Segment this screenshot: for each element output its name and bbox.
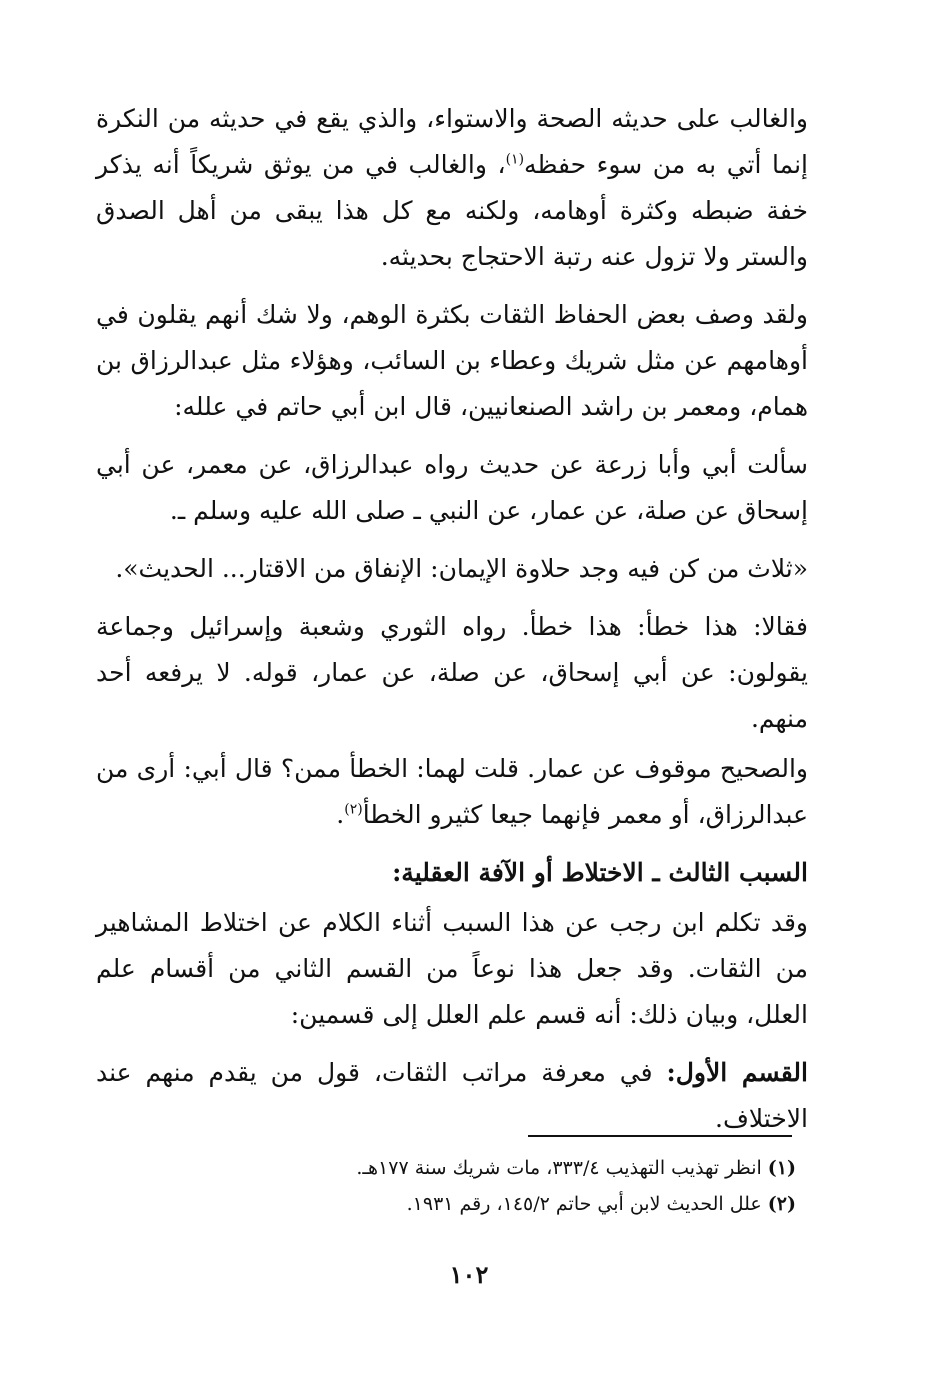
section-paragraph-1: وقد تكلم ابن رجب عن هذا السبب أثناء الكلام عن اختلاط المشاهير من الثقات. وقد جعل هذا نوعاً من القسم الثاني من أقسام علم العلل، وبيان ذلك: أنه قسم علم العلل إلى قسمين: — [96, 908, 808, 1029]
paragraph-4: «ثلاث من كن فيه وجد حلاوة الإيمان: الإنفاق من الاقتار... الحديث». — [115, 554, 808, 583]
section-paragraph-2-text: في معرفة مراتب الثقات، قول من يقدم منهم عند الاختلاف. — [96, 1058, 808, 1133]
section-paragraph-2 — [96, 1050, 808, 1142]
footnote-divider — [528, 1135, 792, 1137]
page-body — [96, 96, 808, 1154]
paragraph-6-text-after: . — [336, 800, 345, 829]
footnote-ref-1[interactable]: (١) — [505, 151, 525, 168]
paragraph-6-text: والصحيح موقوف عن عمار. قلت لهما: الخطأ ممن؟ قال أبي: أرى من عبدالرزاق، أو معمر فإنهما جيعا كثيرو الخطأ — [96, 754, 808, 829]
paragraph-2: ولقد وصف بعض الحفاظ الثقات بكثرة الوهم، ولا شك أنهم يقلون في أوهامهم عن مثل شريك وعطاء بن السائب، وهؤلاء مثل عبدالرزاق بن همام، ومعمر بن راشد الصنعانيين، قال ابن أبي حاتم في علله: — [96, 300, 808, 421]
paragraph-6 — [96, 746, 808, 838]
section-paragraph-2-lead: القسم الأول: — [666, 1058, 808, 1087]
footnote-2-text: علل الحديث لابن أبي حاتم ١٤٥/٢، رقم ١٩٣١. — [406, 1193, 762, 1215]
paragraph-1-text: والغالب على حديثه الصحة والاستواء، والذي يقع في حديثه من النكرة إنما أتي به من سوء حفظه — [96, 104, 808, 179]
paragraph-1-text-after: ، والغالب في من يوثق شريكاً أنه يذكر خفة ضبطه وكثرة أوهامه، ولكنه مع كل هذا يبقى من أهل الصدق والستر ولا تزول عنه رتبة الاحتجاج بحديثه. — [96, 150, 808, 271]
paragraph-5: فقالا: هذا خطأ: هذا خطأ. رواه الثوري وشعبة وإسرائيل وجماعة يقولون: عن أبي إسحاق، عن صلة، عن عمار، قوله. لا يرفعه أحد منهم. — [96, 612, 808, 733]
footnote-ref-2[interactable]: (٢) — [344, 801, 363, 818]
footnote-1-text: انظر تهذيب التهذيب ٣٣٣/٤، مات شريك سنة ١٧٧هـ. — [356, 1157, 762, 1179]
page-number: ١٠٢ — [449, 1260, 489, 1289]
footnote-2 — [96, 1186, 796, 1222]
footnote-2-number: (٢) — [767, 1193, 796, 1215]
footnote-1 — [96, 1150, 796, 1186]
footnotes — [96, 1150, 796, 1222]
paragraph-3: سألت أبي وأبا زرعة عن حديث رواه عبدالرزاق، عن معمر، عن أبي إسحاق عن صلة، عن عمار، عن النبي ـ صلى الله عليه وسلم ـ. — [96, 450, 808, 525]
footnote-1-number: (١) — [767, 1157, 796, 1179]
paragraph-1 — [96, 96, 808, 280]
section-heading: السبب الثالث ـ الاختلاط أو الآفة العقلية: — [392, 858, 808, 887]
